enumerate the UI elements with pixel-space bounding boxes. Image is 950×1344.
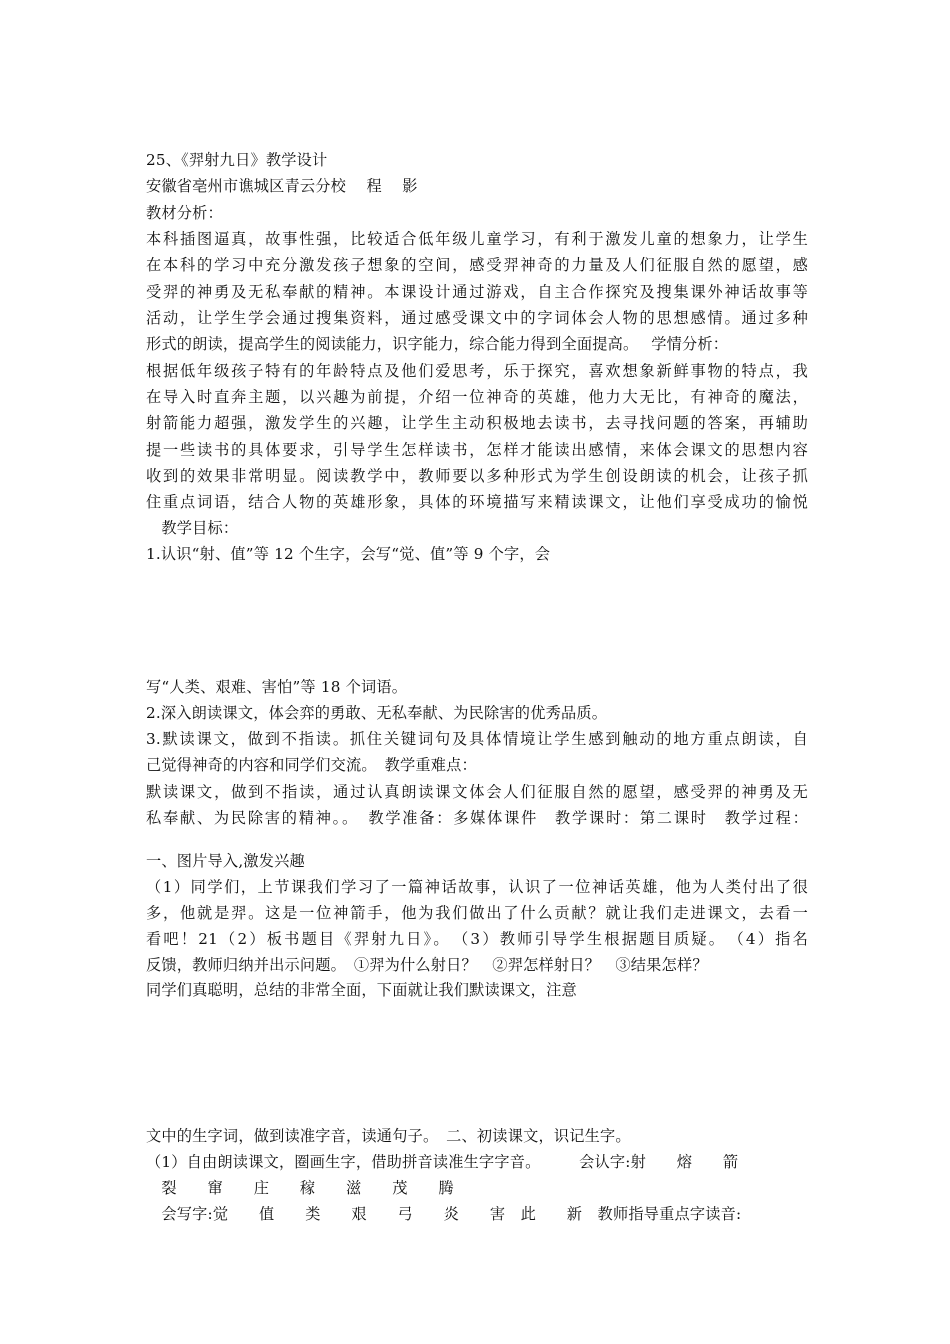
text-line: 同学们真聪明，总结的非常全面，下面就让我们默读课文，注意 — [146, 981, 577, 999]
doc-title: 25、《羿射九日》教学设计 — [146, 151, 328, 169]
text-line: 收到的效果非常明显。阅读教学中，教师要以多种形式为学生创设朗读的机会，让孩子抓 — [146, 467, 808, 485]
text-line: 会写字:觉 值 类 艰 弓 炎 害 此 新 教师指导重点字读音: — [146, 1205, 742, 1223]
text-line: 3.默读课文，做到不指读。抓住关键词句及具体情境让学生感到触动的地方重点朗读，自 — [146, 730, 808, 748]
text-line: 己觉得神奇的内容和同学们交流。 教学重难点： — [146, 756, 477, 774]
text-line: 反馈，教师归纳并出示问题。 ①羿为什么射日？ ②羿怎样射日？ ③结果怎样？ — [146, 956, 708, 974]
section-heading: 教学目标： — [146, 519, 239, 537]
text-line: 看吧！21（2）板书题目《羿射九日》。 （3）教师引导学生根据题目质疑。 （4）指名 — [146, 930, 808, 948]
text-line: 活动，让学生学会通过搜集资料，通过感受课文中的字词体会人物的思想感情。通过多种 — [146, 309, 808, 327]
text-line: 多，他就是羿。这是一位神箭手，他为我们做出了什么贡献？就让我们走进课文，去看一 — [146, 904, 808, 922]
text-line: 形式的朗读，提高学生的阅读能力，识字能力，综合能力得到全面提高。 学情分析： — [146, 335, 729, 353]
section-heading: 教材分析： — [146, 204, 223, 222]
text-line: 住重点词语，结合人物的英雄形象，具体的环境描写来精读课文，让他们享受成功的愉悦 — [146, 493, 808, 511]
text-line: 提一些读书的具体要求，引导学生怎样读书，怎样才能读出感情，来体会课文的思想内容 — [146, 441, 808, 459]
text-line: 在本科的学习中充分激发孩子想象的空间，感受羿神奇的力量及人们征服自然的愿望，感 — [146, 256, 808, 274]
text-line: （1）同学们，上节课我们学习了一篇神话故事，认识了一位神话英雄，他为人类付出了很 — [146, 878, 808, 896]
text-line: 2.深入朗读课文，体会弈的勇敢、无私奉献、为民除害的优秀品质。 — [146, 704, 608, 722]
text-line: 本科插图逼真，故事性强，比较适合低年级儿童学习，有利于激发儿童的想象力，让学生 — [146, 230, 808, 248]
text-line: 私奉献、为民除害的精神。。 教学准备：多媒体课件 教学课时：第二课时 教学过程： — [146, 809, 808, 827]
text-line: 1.认识“射、值”等 12 个生字，会写“觉、值”等 9 个字，会 — [146, 545, 551, 563]
text-line: 根据低年级孩子特有的年龄特点及他们爱思考，乐于探究，喜欢想象新鲜事物的特点，我 — [146, 362, 808, 380]
text-line: 射箭能力超强，激发学生的兴趣，让学生主动积极地去读书，去寻找问题的答案，再辅助 — [146, 414, 808, 432]
section-heading: 一、图片导入,激发兴趣 — [146, 852, 305, 870]
text-line: 文中的生字词，做到读准字音，读通句子。 二、初读课文，识记生字。 — [146, 1127, 631, 1145]
text-line: 受羿的神勇及无私奉献的精神。本课设计通过游戏，自主合作探究及搜集课外神话故事等 — [146, 283, 808, 301]
text-line: （1）自由朗读课文，圈画生字，借助拼音读准生字字音。 会认字:射 熔 箭 — [146, 1153, 739, 1171]
text-line: 写“人类、艰难、害怕”等 18 个词语。 — [146, 678, 408, 696]
text-line: 默读课文，做到不指读，通过认真朗读课文体会人们征服自然的愿望，感受羿的神勇及无 — [146, 783, 808, 801]
doc-author: 安徽省亳州市谯城区青云分校 程 影 — [146, 177, 418, 195]
text-line: 在导入时直奔主题，以兴趣为前提，介绍一位神奇的英雄，他力大无比，有神奇的魔法， — [146, 388, 808, 406]
text-line: 裂 窜 庄 稼 滋 茂 腾 — [146, 1179, 454, 1197]
